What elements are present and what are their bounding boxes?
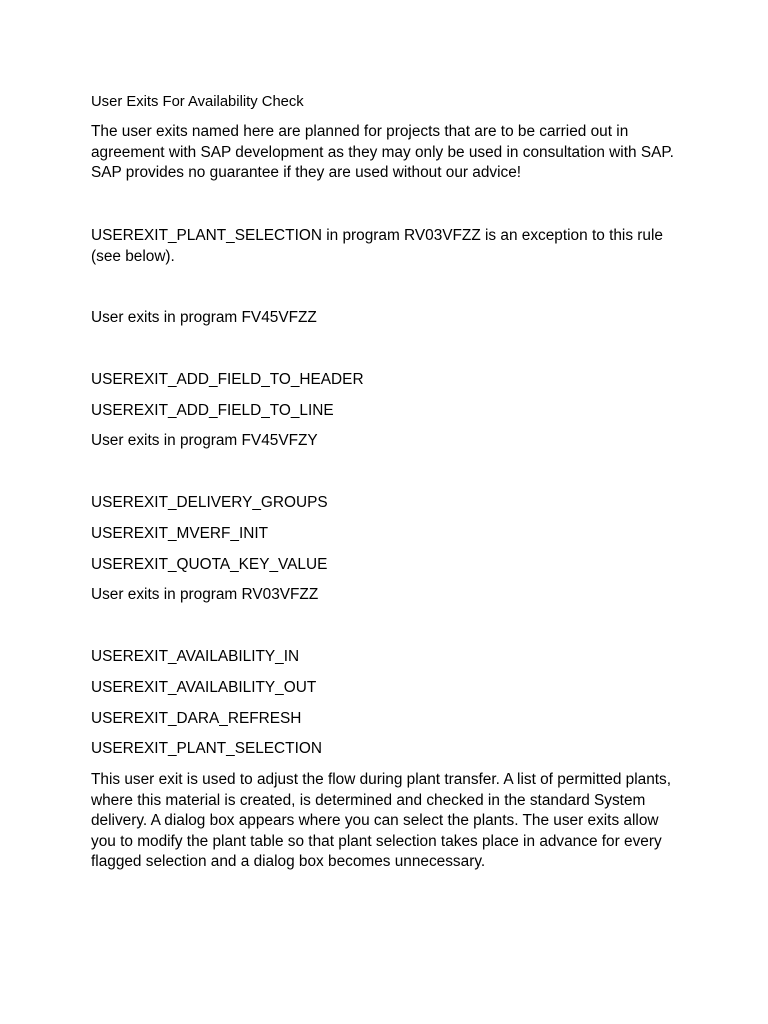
document-title: User Exits For Availability Check [91,94,304,110]
user-exit-item: USEREXIT_QUOTA_KEY_VALUE [91,556,328,573]
intro-paragraph: The user exits named here are planned for projects that are to be carried out in agreement with SAP development as they may only be used in consultation with SAP. SAP provides no guarantee if they are used without our advice! [91,123,674,182]
user-exit-item: USEREXIT_PLANT_SELECTION [91,740,322,757]
user-exit-item: USEREXIT_DARA_REFRESH [91,710,302,727]
user-exit-item: USEREXIT_ADD_FIELD_TO_HEADER [91,371,364,388]
exception-note-paragraph: USEREXIT_PLANT_SELECTION in program RV03VFZZ is an exception to this rule (see below). [91,227,663,265]
user-exit-item: USEREXIT_MVERF_INIT [91,525,269,542]
user-exit-item: USEREXIT_AVAILABILITY_IN [91,648,300,665]
user-exit-item: USEREXIT_DELIVERY_GROUPS [91,494,328,511]
user-exit-item: USEREXIT_ADD_FIELD_TO_LINE [91,402,334,419]
user-exit-item: USEREXIT_AVAILABILITY_OUT [91,679,317,696]
section-heading-rv03vfzz: User exits in program RV03VFZZ [91,586,319,603]
plant-selection-description: This user exit is used to adjust the flow during plant transfer. A list of permitted plants, where this material is created, is determined and checked in the standard System delivery. A dialog box appears where you can select the plants. The user exits allow you to modify the plant table so that plant selection takes place in advance for every flagged selection and a dialog box becomes unnecessary. [91,771,672,871]
section-heading-fv45vfzz: User exits in program FV45VFZZ [91,309,317,326]
section-heading-fv45vfzy: User exits in program FV45VFZY [91,432,318,449]
